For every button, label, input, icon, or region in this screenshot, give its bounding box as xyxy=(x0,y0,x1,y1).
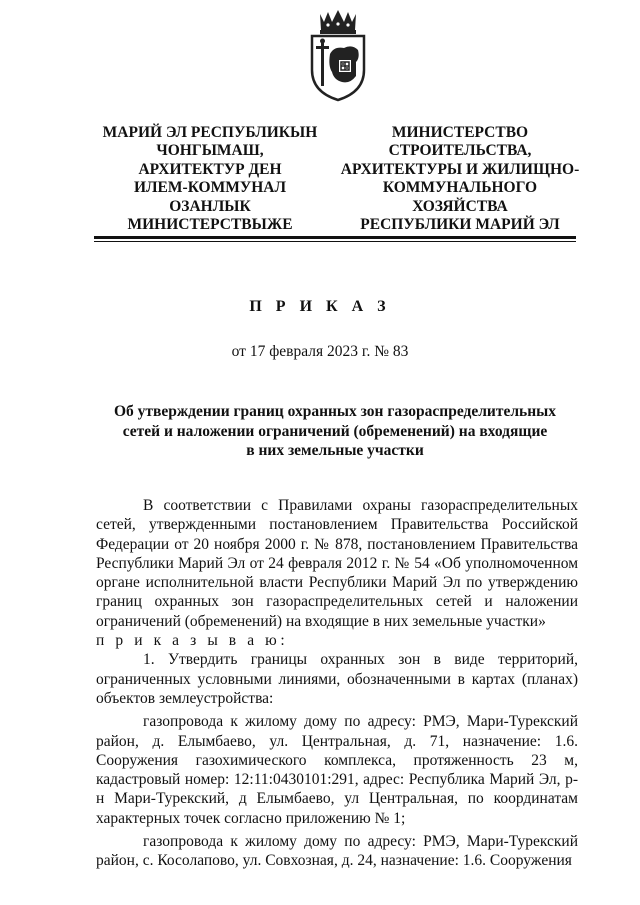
item-1-paragraph: 1. Утвердить границы охранных зон в виде территорий, ограниченных условными линиями, обозначенными в картах (планах) объектов землеустройства: xyxy=(96,651,578,707)
document-title-line: сетей и наложении ограничений (обременений) на входящие xyxy=(122,422,548,440)
item-1a-paragraph: газопровода к жилому дому по адресу: РМЭ, Мари-Турекский район, д. Елымбаево, ул. Центральная, д. 71, назначение: 1.6. Сооружения газохимического комплекса, протяженность 23 м, кадастровый номер: 12:11:0430101:291, адрес: Республика Марий Эл, р-н Мари-Турекский, д Елымбаево, ул Центральная, по координатам характерных точек согласно приложению № 1; xyxy=(96,713,578,827)
header-divider-thin xyxy=(94,241,576,242)
document-type-heading: П Р И К А З xyxy=(249,298,391,315)
header-left-line: ОЗАНЛЫК xyxy=(169,197,251,215)
intro-paragraph: В соответствии с Правилами охраны газораспределительных сетей, утвержденными постановлением Правительства Российской Федерации от 20 ноября 2000 г. № 878, постановлением Правительства Республики Марий Эл от 24 февраля 2012 г. № 54 «Об уполномоченном органе исполнительной власти Республики Марий Эл по утверждению границ охранных зон газораспределительных сетей и наложении ограничений (обременений) на входящие в них земельные участки» xyxy=(96,497,578,630)
coat-of-arms-icon xyxy=(306,10,370,102)
header-right-line: МИНИСТЕРСТВО xyxy=(391,124,529,141)
document-title-line: Об утверждении границ охранных зон газораспределительных xyxy=(113,403,557,420)
header-left-block xyxy=(96,124,324,234)
header-right-line: СТРОИТЕЛЬСТВА, xyxy=(388,142,532,160)
header-left-line: МИНИСТЕРСТВЫЖЕ xyxy=(127,216,293,234)
document-date-number: от 17 февраля 2023 г. № 83 xyxy=(231,343,409,360)
header-divider-thick xyxy=(94,236,576,239)
document-title xyxy=(100,402,570,461)
header-left-line: ЧОНГЫМАШ, xyxy=(156,142,264,160)
header-right-block xyxy=(332,124,588,234)
document-title-line: в них земельные участки xyxy=(246,442,424,459)
header-left-line: ИЛЕМ-КОММУНАЛ xyxy=(133,179,287,197)
header-left-line: МАРИЙ ЭЛ РЕСПУБЛИКЫН xyxy=(102,124,318,141)
header-right-line: КОММУНАЛЬНОГО xyxy=(382,179,538,197)
header-right-line: АРХИТЕКТУРЫ И ЖИЛИЩНО- xyxy=(340,160,580,178)
header-left-line: АРХИТЕКТУР ДЕН xyxy=(138,160,282,178)
header-right-line: ХОЗЯЙСТВА xyxy=(412,197,508,215)
document-body xyxy=(96,496,578,871)
item-1b-paragraph: газопровода к жилому дому по адресу: РМЭ, Мари-Турекский район, с. Косолапово, ул. Совхозная, д. 24, назначение: 1.6. Сооружения xyxy=(96,833,578,870)
order-word: п р и к а з ы в а ю: xyxy=(96,632,289,650)
header-right-line: РЕСПУБЛИКИ МАРИЙ ЭЛ xyxy=(360,216,560,234)
